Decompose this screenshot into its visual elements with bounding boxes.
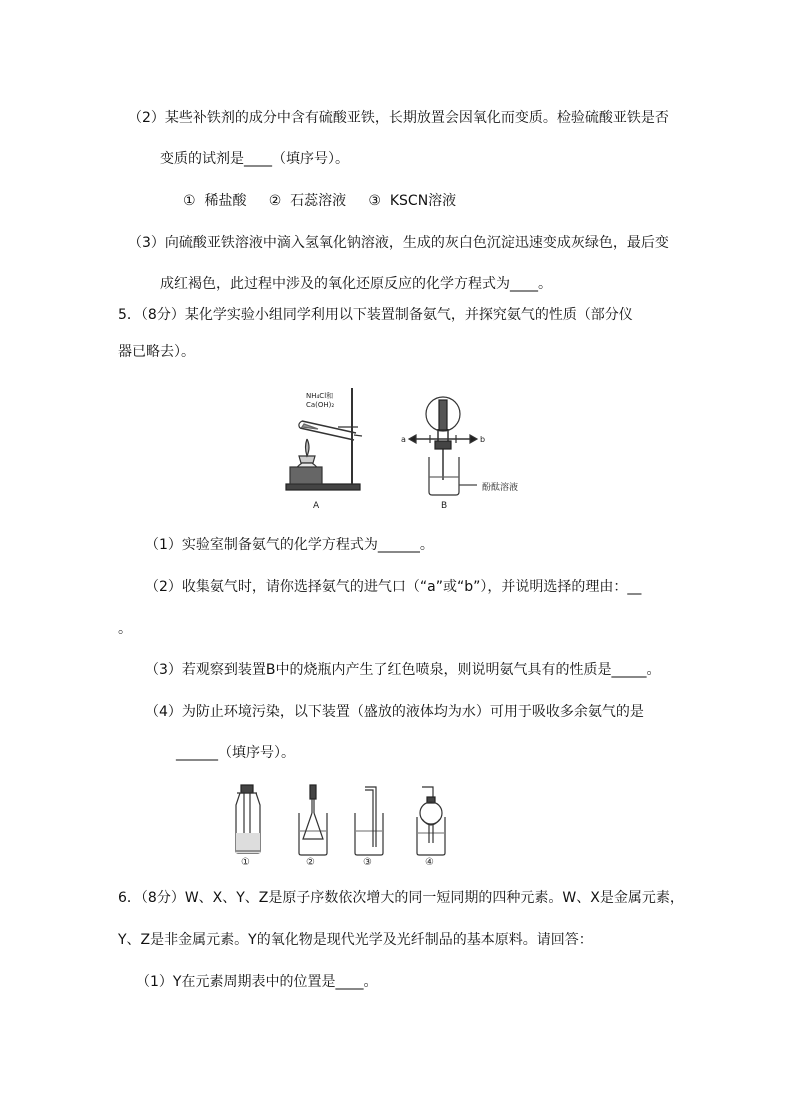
beaker-label: 酚酞溶液 xyxy=(482,483,519,493)
label-B: B xyxy=(441,501,448,511)
q6-sub1: （1）Y在元素周期表中的位置是____。 xyxy=(136,974,378,990)
q4-sub3-line2: 成红褐色，此过程中涉及的氧化还原反应的化学方程式为____。 xyxy=(160,276,552,292)
absorption-devices-figure xyxy=(226,783,466,868)
q5-stem-line2: 器已略去）。 xyxy=(118,344,195,360)
q4-sub2-line1: （2）某些补铁剂的成分中含有硫酸亚铁，长期放置会因氧化而变质。检验硫酸亚铁是否 xyxy=(128,110,669,126)
beaker xyxy=(429,457,459,495)
label-a: a xyxy=(401,435,406,444)
device-label-4: ④ xyxy=(425,857,434,868)
q5-sub4-line2: ______（填序号）。 xyxy=(176,745,295,761)
q5-sub4-line1: （4）为防止环境污染，以下装置（盛放的液体均为水）可用于吸收多余氨气的是 xyxy=(145,704,644,720)
iron-stand-base xyxy=(286,484,360,490)
device-label-3: ③ xyxy=(363,857,372,868)
q6-stem-line1: 6．（8分）W、X、Y、Z是原子序数依次增大的同一短同期的四种元素。W、X是金属元素， xyxy=(118,890,684,906)
q4-sub3-line1: （3）向硫酸亚铁溶液中滴入氢氧化钠溶液，生成的灰白色沉淀迅速变成灰绿色，最后变 xyxy=(128,235,669,251)
device-label-2: ② xyxy=(306,857,315,868)
label-A: A xyxy=(313,501,320,511)
device-label-1: ① xyxy=(241,857,250,868)
q5-sub2-line2: 。 xyxy=(118,621,132,637)
q6-stem-line2: Y、Z是非金属元素。Y的氧化物是现代光学及光纤制品的基本原料。请回答： xyxy=(118,932,593,948)
q5-sub1: （1）实验室制备氨气的化学方程式为______。 xyxy=(145,537,434,553)
q5-sub3: （3）若观察到装置B中的烧瓶内产生了红色喷泉，则说明氨气具有的性质是_____。 xyxy=(145,662,661,678)
q5-stem-line1: 5．（8分）某化学实验小组同学利用以下装置制备氨气，并探究氨气的性质（部分仪 xyxy=(118,307,633,323)
q5-sub2-line1: （2）收集氨气时，请你选择氨气的进气口（“a”或“b”），并说明选择的理由：__ xyxy=(145,579,642,595)
q4-sub2-options: ① 稀盐酸 ② 石蕊溶液 ③ KSCN溶液 xyxy=(183,193,457,209)
reagent-label-2: Ca(OH)₂ xyxy=(306,401,335,409)
reagent-label-1: NH₄Cl和 xyxy=(306,392,334,400)
q4-sub2-line2: 变质的试剂是____（填序号）。 xyxy=(160,151,349,167)
label-b: b xyxy=(480,435,486,444)
apparatus-figure-ab xyxy=(280,385,540,515)
